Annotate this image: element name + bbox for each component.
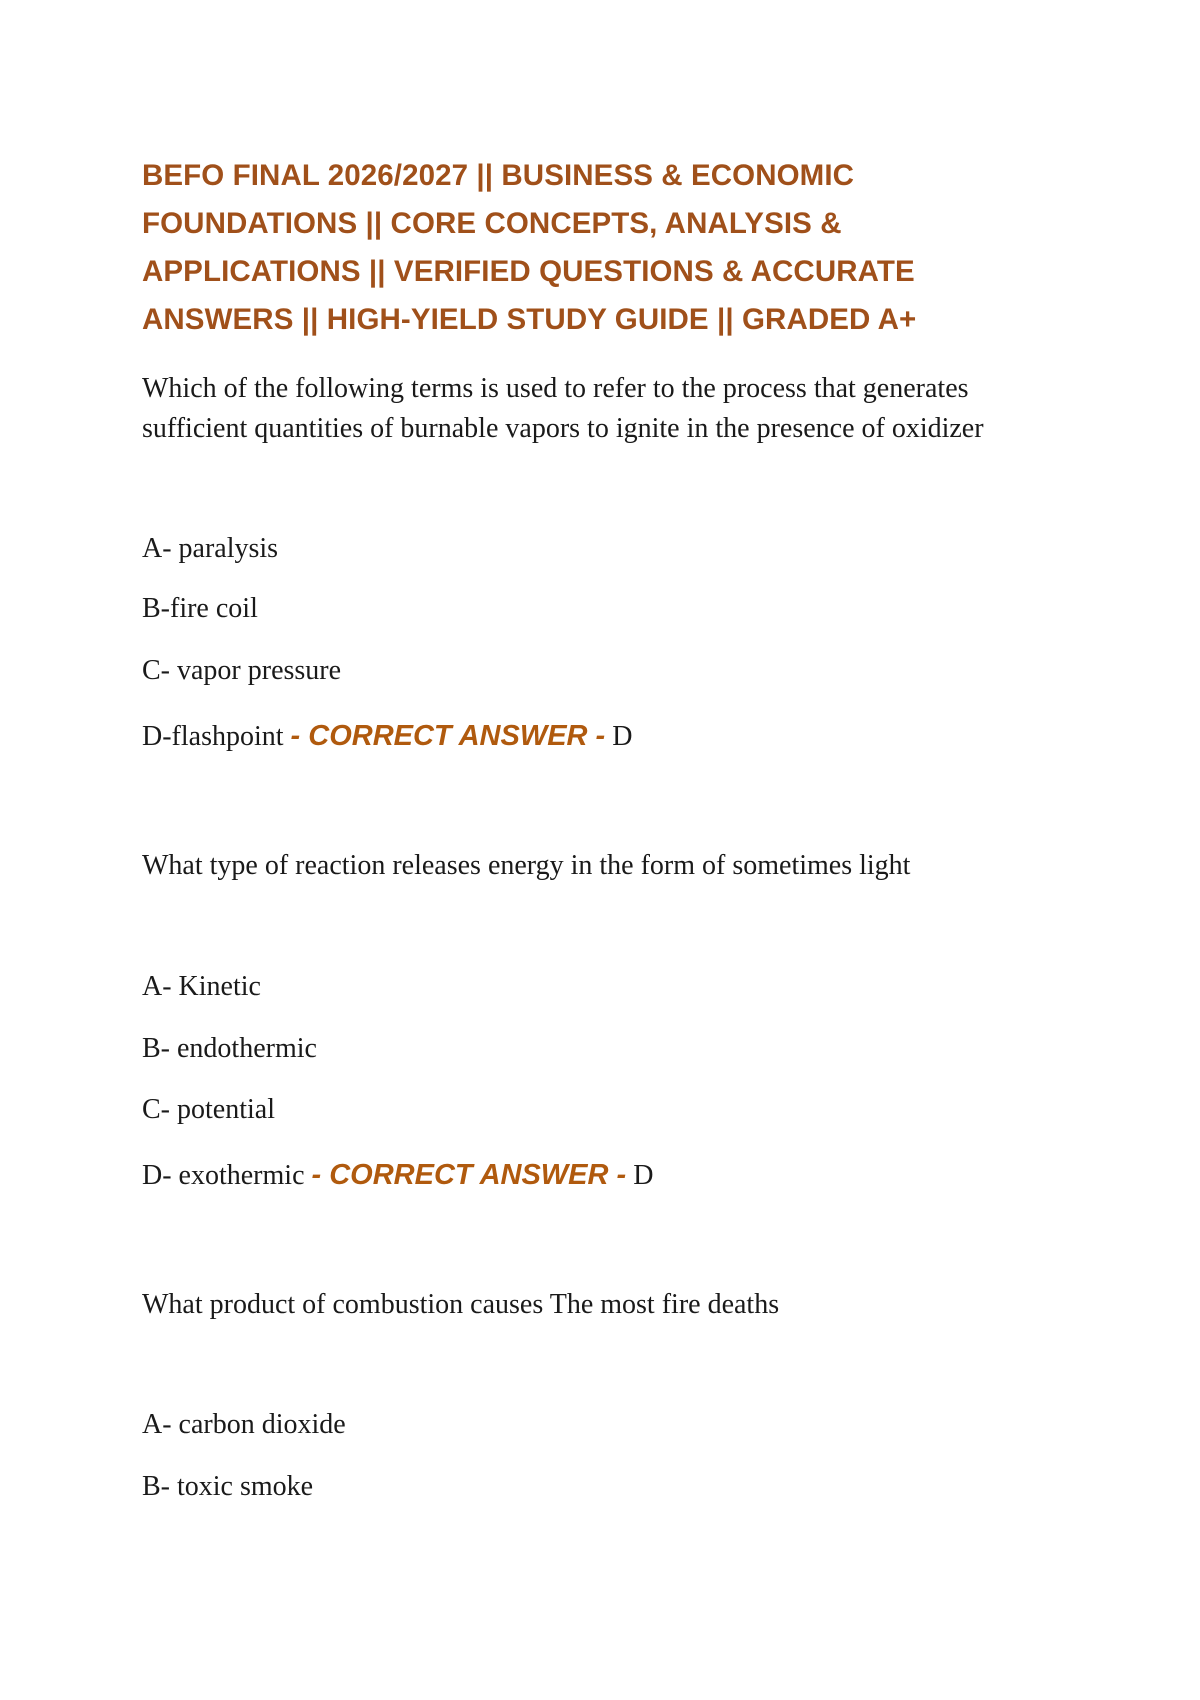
answer-option: B- endothermic xyxy=(142,1033,317,1064)
question-text: sufficient quantities of burnable vapors to ignite in the presence of oxidizer xyxy=(142,413,984,444)
question-text: What product of combustion causes The most fire deaths xyxy=(142,1289,780,1320)
answer-option-with-key xyxy=(142,1159,653,1192)
question-text: Which of the following terms is used to refer to the process that generates xyxy=(142,373,969,404)
correct-answer-letter: D xyxy=(633,1160,654,1191)
title-line: BEFO FINAL 2026/2027 || BUSINESS & ECONOMIC xyxy=(142,159,855,192)
answer-option: A- carbon dioxide xyxy=(142,1409,346,1440)
title-line: APPLICATIONS || VERIFIED QUESTIONS & ACCURATE xyxy=(142,255,915,288)
question-text: What type of reaction releases energy in the form of sometimes light xyxy=(142,850,911,881)
answer-option-with-key xyxy=(142,720,632,753)
answer-option: A- Kinetic xyxy=(142,971,261,1002)
answer-option: C- vapor pressure xyxy=(142,655,342,686)
answer-option: D- exothermic xyxy=(142,1160,305,1191)
answer-option: D-flashpoint xyxy=(142,721,284,752)
correct-answer-marker: - CORRECT ANSWER - xyxy=(311,1159,627,1191)
document-title xyxy=(142,152,1002,344)
title-line: ANSWERS || HIGH-YIELD STUDY GUIDE || GRADED A+ xyxy=(142,303,917,336)
answer-option: A- paralysis xyxy=(142,533,279,564)
correct-answer-marker: - CORRECT ANSWER - xyxy=(290,720,606,752)
answer-option: C- potential xyxy=(142,1094,275,1125)
answer-option: B- toxic smoke xyxy=(142,1471,314,1502)
correct-answer-letter: D xyxy=(612,721,633,752)
answer-option: B-fire coil xyxy=(142,593,258,624)
title-line: FOUNDATIONS || CORE CONCEPTS, ANALYSIS & xyxy=(142,207,842,240)
